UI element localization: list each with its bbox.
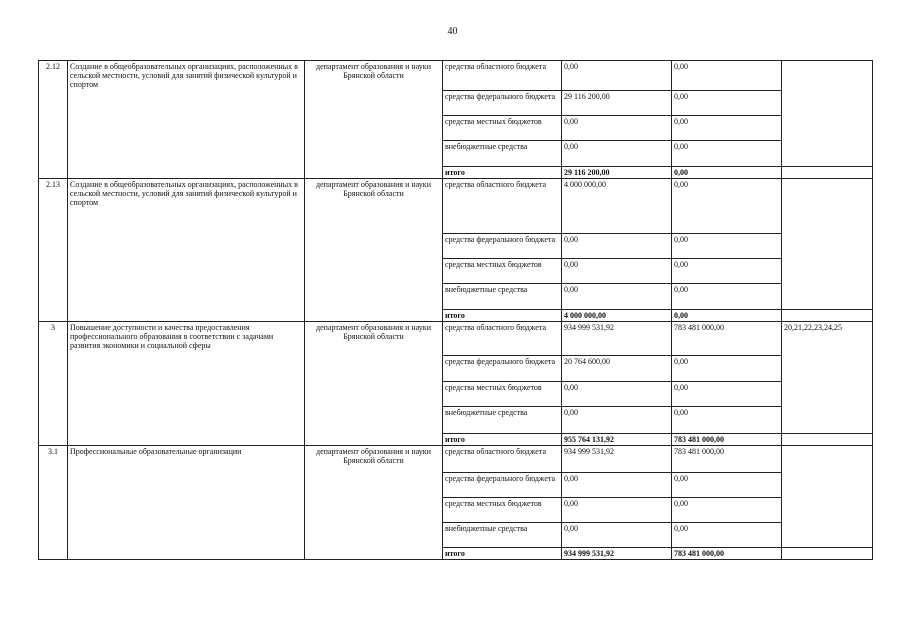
- item-department: департамент образования и науки Брянской области: [305, 322, 443, 446]
- amount-col-2: 783 481 000,00: [672, 446, 782, 473]
- amount-col-2: 0,00: [672, 116, 782, 141]
- funding-source: средства федерального бюджета: [443, 473, 562, 498]
- amount-col-1: 955 764 131,92: [562, 434, 672, 446]
- amount-col-2: 0,00: [672, 91, 782, 116]
- item-indicators: [782, 446, 873, 548]
- amount-col-2: 0,00: [672, 141, 782, 167]
- amount-col-1: 0,00: [562, 284, 672, 310]
- funding-source: средства федерального бюджета: [443, 91, 562, 116]
- amount-col-1: 0,00: [562, 498, 672, 523]
- amount-col-1: 0,00: [562, 141, 672, 167]
- amount-col-1: 934 999 531,92: [562, 446, 672, 473]
- amount-col-2: 0,00: [672, 310, 782, 322]
- amount-col-2: 0,00: [672, 61, 782, 91]
- funding-source: внебюджетные средства: [443, 407, 562, 434]
- amount-col-2: 783 481 000,00: [672, 434, 782, 446]
- amount-col-2: 0,00: [672, 167, 782, 179]
- item-department: департамент образования и науки Брянской области: [305, 61, 443, 179]
- funding-source: итого: [443, 434, 562, 446]
- funding-source: средства местных бюджетов: [443, 382, 562, 407]
- amount-col-2: 0,00: [672, 179, 782, 234]
- item-indicators: 20,21,22,23,24,25: [782, 322, 873, 434]
- amount-col-1: 20 764 600,00: [562, 356, 672, 382]
- page-number: 40: [447, 26, 458, 37]
- amount-col-2: 783 481 000,00: [672, 322, 782, 356]
- amount-col-1: 0,00: [562, 473, 672, 498]
- amount-col-2: 0,00: [672, 259, 782, 284]
- funding-source: средства федерального бюджета: [443, 356, 562, 382]
- empty-cell: [782, 548, 873, 560]
- item-name: Создание в общеобразовательных организациях, расположенных в сельской местности, условий для занятий физической культурой и спортом: [68, 179, 305, 322]
- amount-col-2: 0,00: [672, 473, 782, 498]
- item-name: Профессиональные образовательные организации: [68, 446, 305, 560]
- amount-col-1: 4 000 000,00: [562, 179, 672, 234]
- amount-col-2: 783 481 000,00: [672, 548, 782, 560]
- item-code: 2.13: [39, 179, 68, 322]
- empty-cell: [782, 167, 873, 179]
- funding-source: средства областного бюджета: [443, 322, 562, 356]
- amount-col-1: 0,00: [562, 116, 672, 141]
- funding-source: итого: [443, 167, 562, 179]
- empty-cell: [782, 434, 873, 446]
- table-row: [39, 179, 873, 234]
- amount-col-2: 0,00: [672, 234, 782, 259]
- funding-source: средства областного бюджета: [443, 61, 562, 91]
- table-row: [39, 61, 873, 91]
- funding-source: средства местных бюджетов: [443, 116, 562, 141]
- amount-col-2: 0,00: [672, 407, 782, 434]
- amount-col-2: 0,00: [672, 284, 782, 310]
- item-code: 3.1: [39, 446, 68, 560]
- table-row: [39, 446, 873, 473]
- item-code: 3: [39, 322, 68, 446]
- amount-col-1: 0,00: [562, 382, 672, 407]
- empty-cell: [782, 310, 873, 322]
- funding-source: внебюджетные средства: [443, 284, 562, 310]
- funding-source: средства местных бюджетов: [443, 259, 562, 284]
- amount-col-1: 0,00: [562, 259, 672, 284]
- funding-source: внебюджетные средства: [443, 523, 562, 548]
- amount-col-2: 0,00: [672, 498, 782, 523]
- item-name: Создание в общеобразовательных организациях, расположенных в сельской местности, условий для занятий физической культурой и спортом: [68, 61, 305, 179]
- amount-col-1: 934 999 531,92: [562, 322, 672, 356]
- table-row: [39, 322, 873, 356]
- item-department: департамент образования и науки Брянской области: [305, 179, 443, 322]
- amount-col-2: 0,00: [672, 382, 782, 407]
- budget-table: [38, 60, 873, 560]
- amount-col-1: 0,00: [562, 407, 672, 434]
- item-indicators: [782, 179, 873, 310]
- amount-col-1: 0,00: [562, 61, 672, 91]
- funding-source: внебюджетные средства: [443, 141, 562, 167]
- funding-source: итого: [443, 310, 562, 322]
- amount-col-1: 0,00: [562, 234, 672, 259]
- item-code: 2.12: [39, 61, 68, 179]
- funding-source: средства местных бюджетов: [443, 498, 562, 523]
- amount-col-1: 934 999 531,92: [562, 548, 672, 560]
- item-name: Повышение доступности и качества предоставления профессионального образования в соответствии с задачами развития экономики и социальной сферы: [68, 322, 305, 446]
- amount-col-1: 4 000 000,00: [562, 310, 672, 322]
- amount-col-1: 29 116 200,00: [562, 91, 672, 116]
- amount-col-1: 0,00: [562, 523, 672, 548]
- funding-source: средства областного бюджета: [443, 446, 562, 473]
- funding-source: итого: [443, 548, 562, 560]
- item-indicators: [782, 61, 873, 167]
- funding-source: средства областного бюджета: [443, 179, 562, 234]
- funding-source: средства федерального бюджета: [443, 234, 562, 259]
- amount-col-1: 29 116 200,00: [562, 167, 672, 179]
- budget-table-body: [39, 61, 873, 560]
- amount-col-2: 0,00: [672, 356, 782, 382]
- item-department: департамент образования и науки Брянской области: [305, 446, 443, 560]
- amount-col-2: 0,00: [672, 523, 782, 548]
